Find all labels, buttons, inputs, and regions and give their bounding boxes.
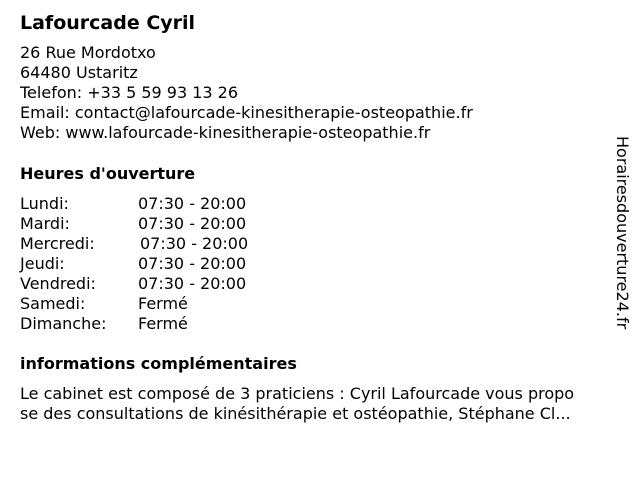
day-hours: 07:30 - 20:00 bbox=[138, 214, 247, 233]
day-label: Mardi: bbox=[20, 214, 70, 233]
day-hours: 07:30 - 20:00 bbox=[138, 194, 247, 213]
day-hours: 07:30 - 20:00 bbox=[138, 254, 247, 273]
info-line: se des consultations de kinésithérapie et ostéopathie, Stéphane Cl... bbox=[20, 404, 571, 423]
day-hours: 07:30 - 20:00 bbox=[140, 234, 249, 253]
additional-info-text bbox=[20, 384, 620, 424]
day-label: Dimanche: bbox=[20, 314, 107, 333]
address-street: 26 Rue Mordotxo bbox=[20, 43, 156, 62]
site-watermark: Horairesdouverture24.fr bbox=[613, 136, 632, 330]
web-line[interactable]: Web: www.lafourcade-kinesitherapie-osteopathie.fr bbox=[20, 123, 431, 142]
day-label: Samedi: bbox=[20, 294, 86, 313]
address-city: 64480 Ustaritz bbox=[20, 63, 138, 82]
day-label: Lundi: bbox=[20, 194, 69, 213]
day-label: Jeudi: bbox=[20, 254, 65, 273]
phone-line[interactable]: Telefon: +33 5 59 93 13 26 bbox=[20, 83, 239, 102]
day-label: Vendredi: bbox=[20, 274, 96, 293]
contact-block bbox=[20, 43, 473, 143]
additional-info-heading: informations complémentaires bbox=[20, 354, 297, 373]
opening-hours-heading: Heures d'ouverture bbox=[20, 164, 196, 183]
day-hours: Fermé bbox=[138, 314, 188, 333]
info-line: Le cabinet est composé de 3 praticiens : Cyril Lafourcade vous propo bbox=[20, 384, 575, 403]
day-hours: Fermé bbox=[138, 294, 188, 313]
day-label: Mercredi: bbox=[20, 234, 95, 253]
day-hours: 07:30 - 20:00 bbox=[138, 274, 247, 293]
business-name: Lafourcade Cyril bbox=[20, 12, 196, 34]
email-line[interactable]: Email: contact@lafourcade-kinesitherapie-osteopathie.fr bbox=[20, 103, 473, 122]
